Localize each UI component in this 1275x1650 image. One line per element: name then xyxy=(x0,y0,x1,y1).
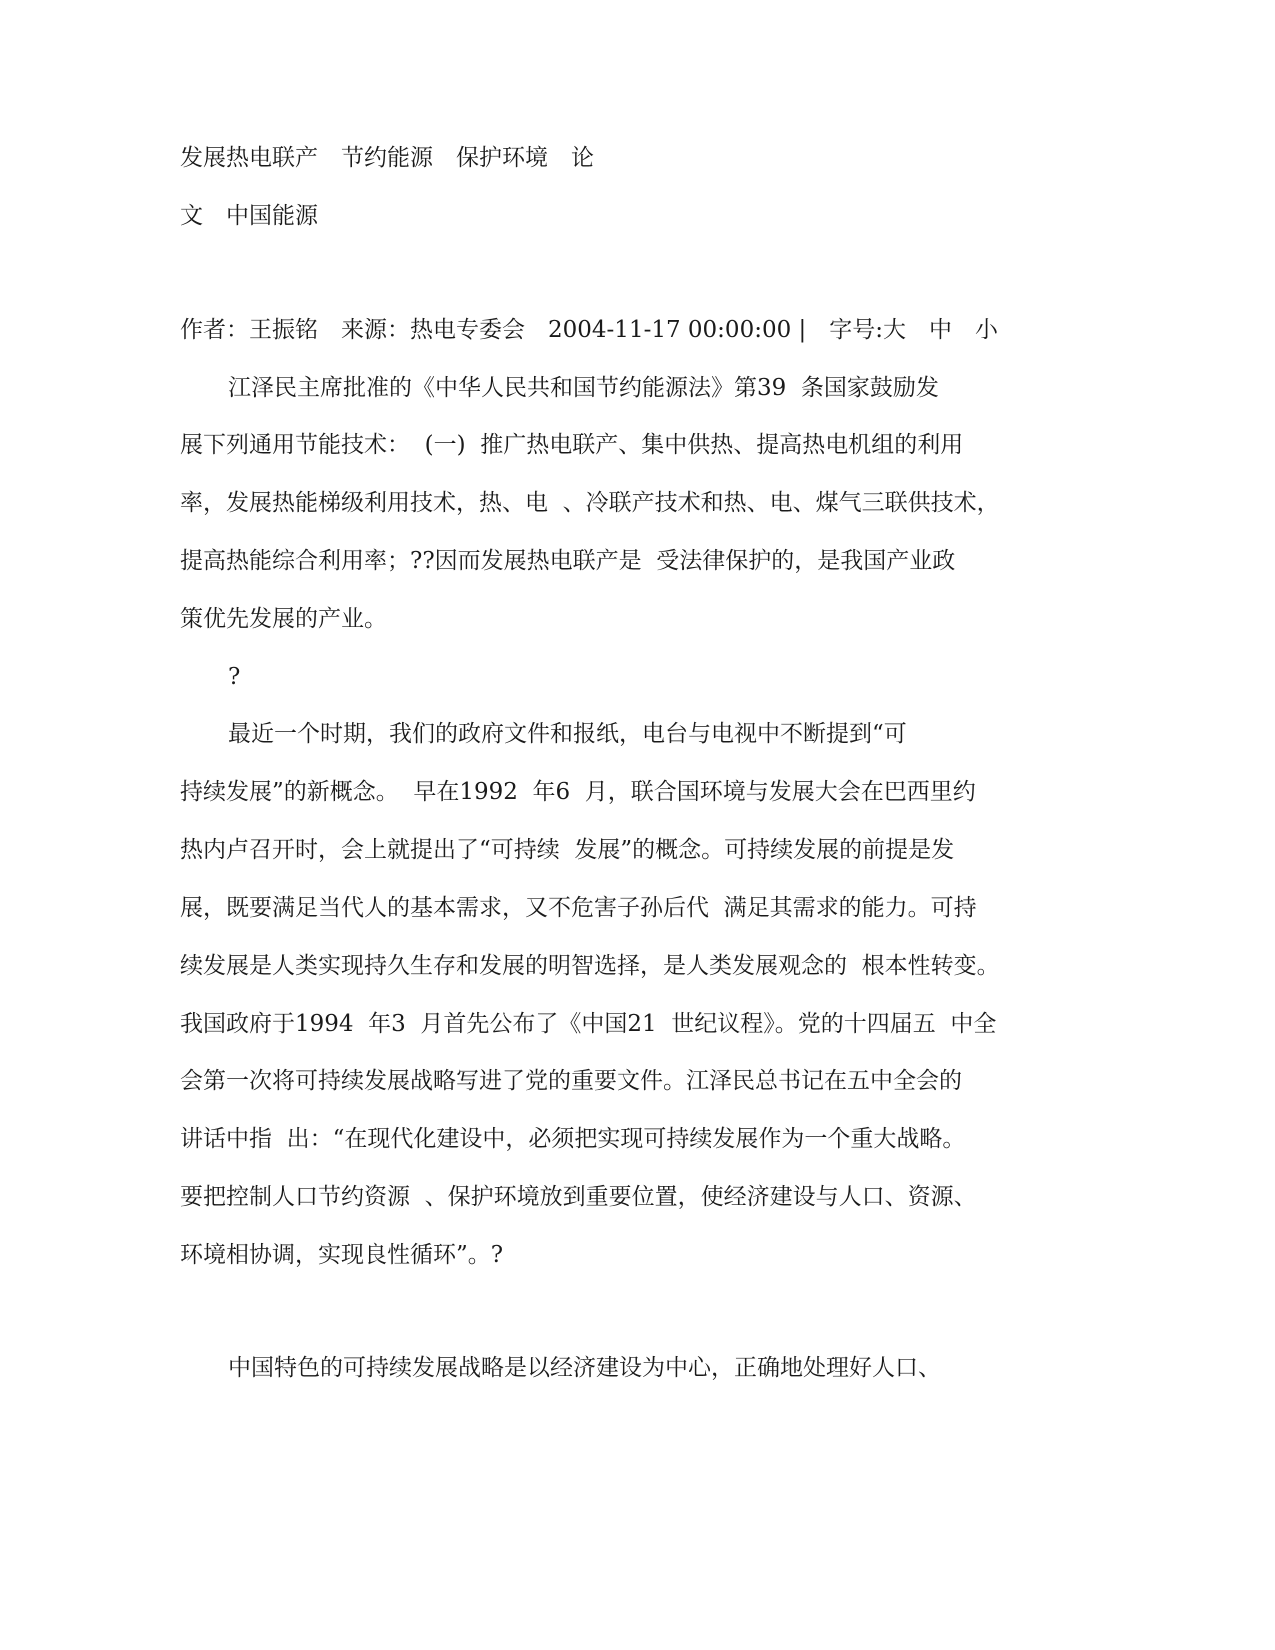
paragraph-3-line-7: 会第一次将可持续发展战略写进了党的重要文件。江泽民总书记在五中全会的 xyxy=(180,1068,962,1094)
paragraph-3-line-3: 热内卢召开时，会上就提出了“可持续 发展”的概念。可持续发展的前提是发 xyxy=(180,837,955,863)
paragraph-3-line-4: 展，既要满足当代人的基本需求，又不危害子孙后代 满足其需求的能力。可持 xyxy=(180,895,977,921)
paragraph-3-line-5: 续发展是人类实现持久生存和发展的明智选择，是人类发展观念的 根本性转变。 xyxy=(180,953,1000,979)
byline: 作者：王振铭 来源：热电专委会 2004-11-17 00:00:00 | 字号:大 中 小 xyxy=(180,317,999,343)
paragraph-1-line-4: 提高热能综合利用率；??因而发展热电联产是 受法律保护的，是我国产业政 xyxy=(180,548,956,574)
paragraph-1-line-5: 策优先发展的产业。 xyxy=(180,606,387,632)
paragraph-2-line-1: ? xyxy=(228,664,241,690)
title-line-2: 文 中国能源 xyxy=(180,203,318,229)
paragraph-3-line-10: 环境相协调，实现良性循环”。? xyxy=(180,1242,504,1268)
paragraph-3-line-6: 我国政府于1994 年3 月首先公布了《中国21 世纪议程》。党的十四届五 中全 xyxy=(180,1011,997,1037)
title-line-1: 发展热电联产 节约能源 保护环境 论 xyxy=(180,145,594,171)
paragraph-3-line-8: 讲话中指 出：“在现代化建设中，必须把实现可持续发展作为一个重大战略。 xyxy=(180,1126,966,1152)
paragraph-1-line-2: 展下列通用节能技术： (一) 推广热电联产、集中供热、提高热电机组的利用 xyxy=(180,432,964,458)
paragraph-3-line-1: 最近一个时期，我们的政府文件和报纸，电台与电视中不断提到“可 xyxy=(228,721,907,747)
paragraph-4-line-1: 中国特色的可持续发展战略是以经济建设为中心，正确地处理好人口、 xyxy=(228,1355,941,1381)
paragraph-1-line-3: 率，发展热能梯级利用技术，热、电 、冷联产技术和热、电、煤气三联供技术， xyxy=(180,490,1000,516)
paragraph-1-line-1: 江泽民主席批准的《中华人民共和国节约能源法》第39 条国家鼓励发 xyxy=(228,375,939,401)
paragraph-3-line-9: 要把控制人口节约资源 、保护环境放到重要位置，使经济建设与人口、资源、 xyxy=(180,1184,977,1210)
paragraph-3-line-2: 持续发展”的新概念。 早在1992 年6 月，联合国环境与发展大会在巴西里约 xyxy=(180,779,976,805)
